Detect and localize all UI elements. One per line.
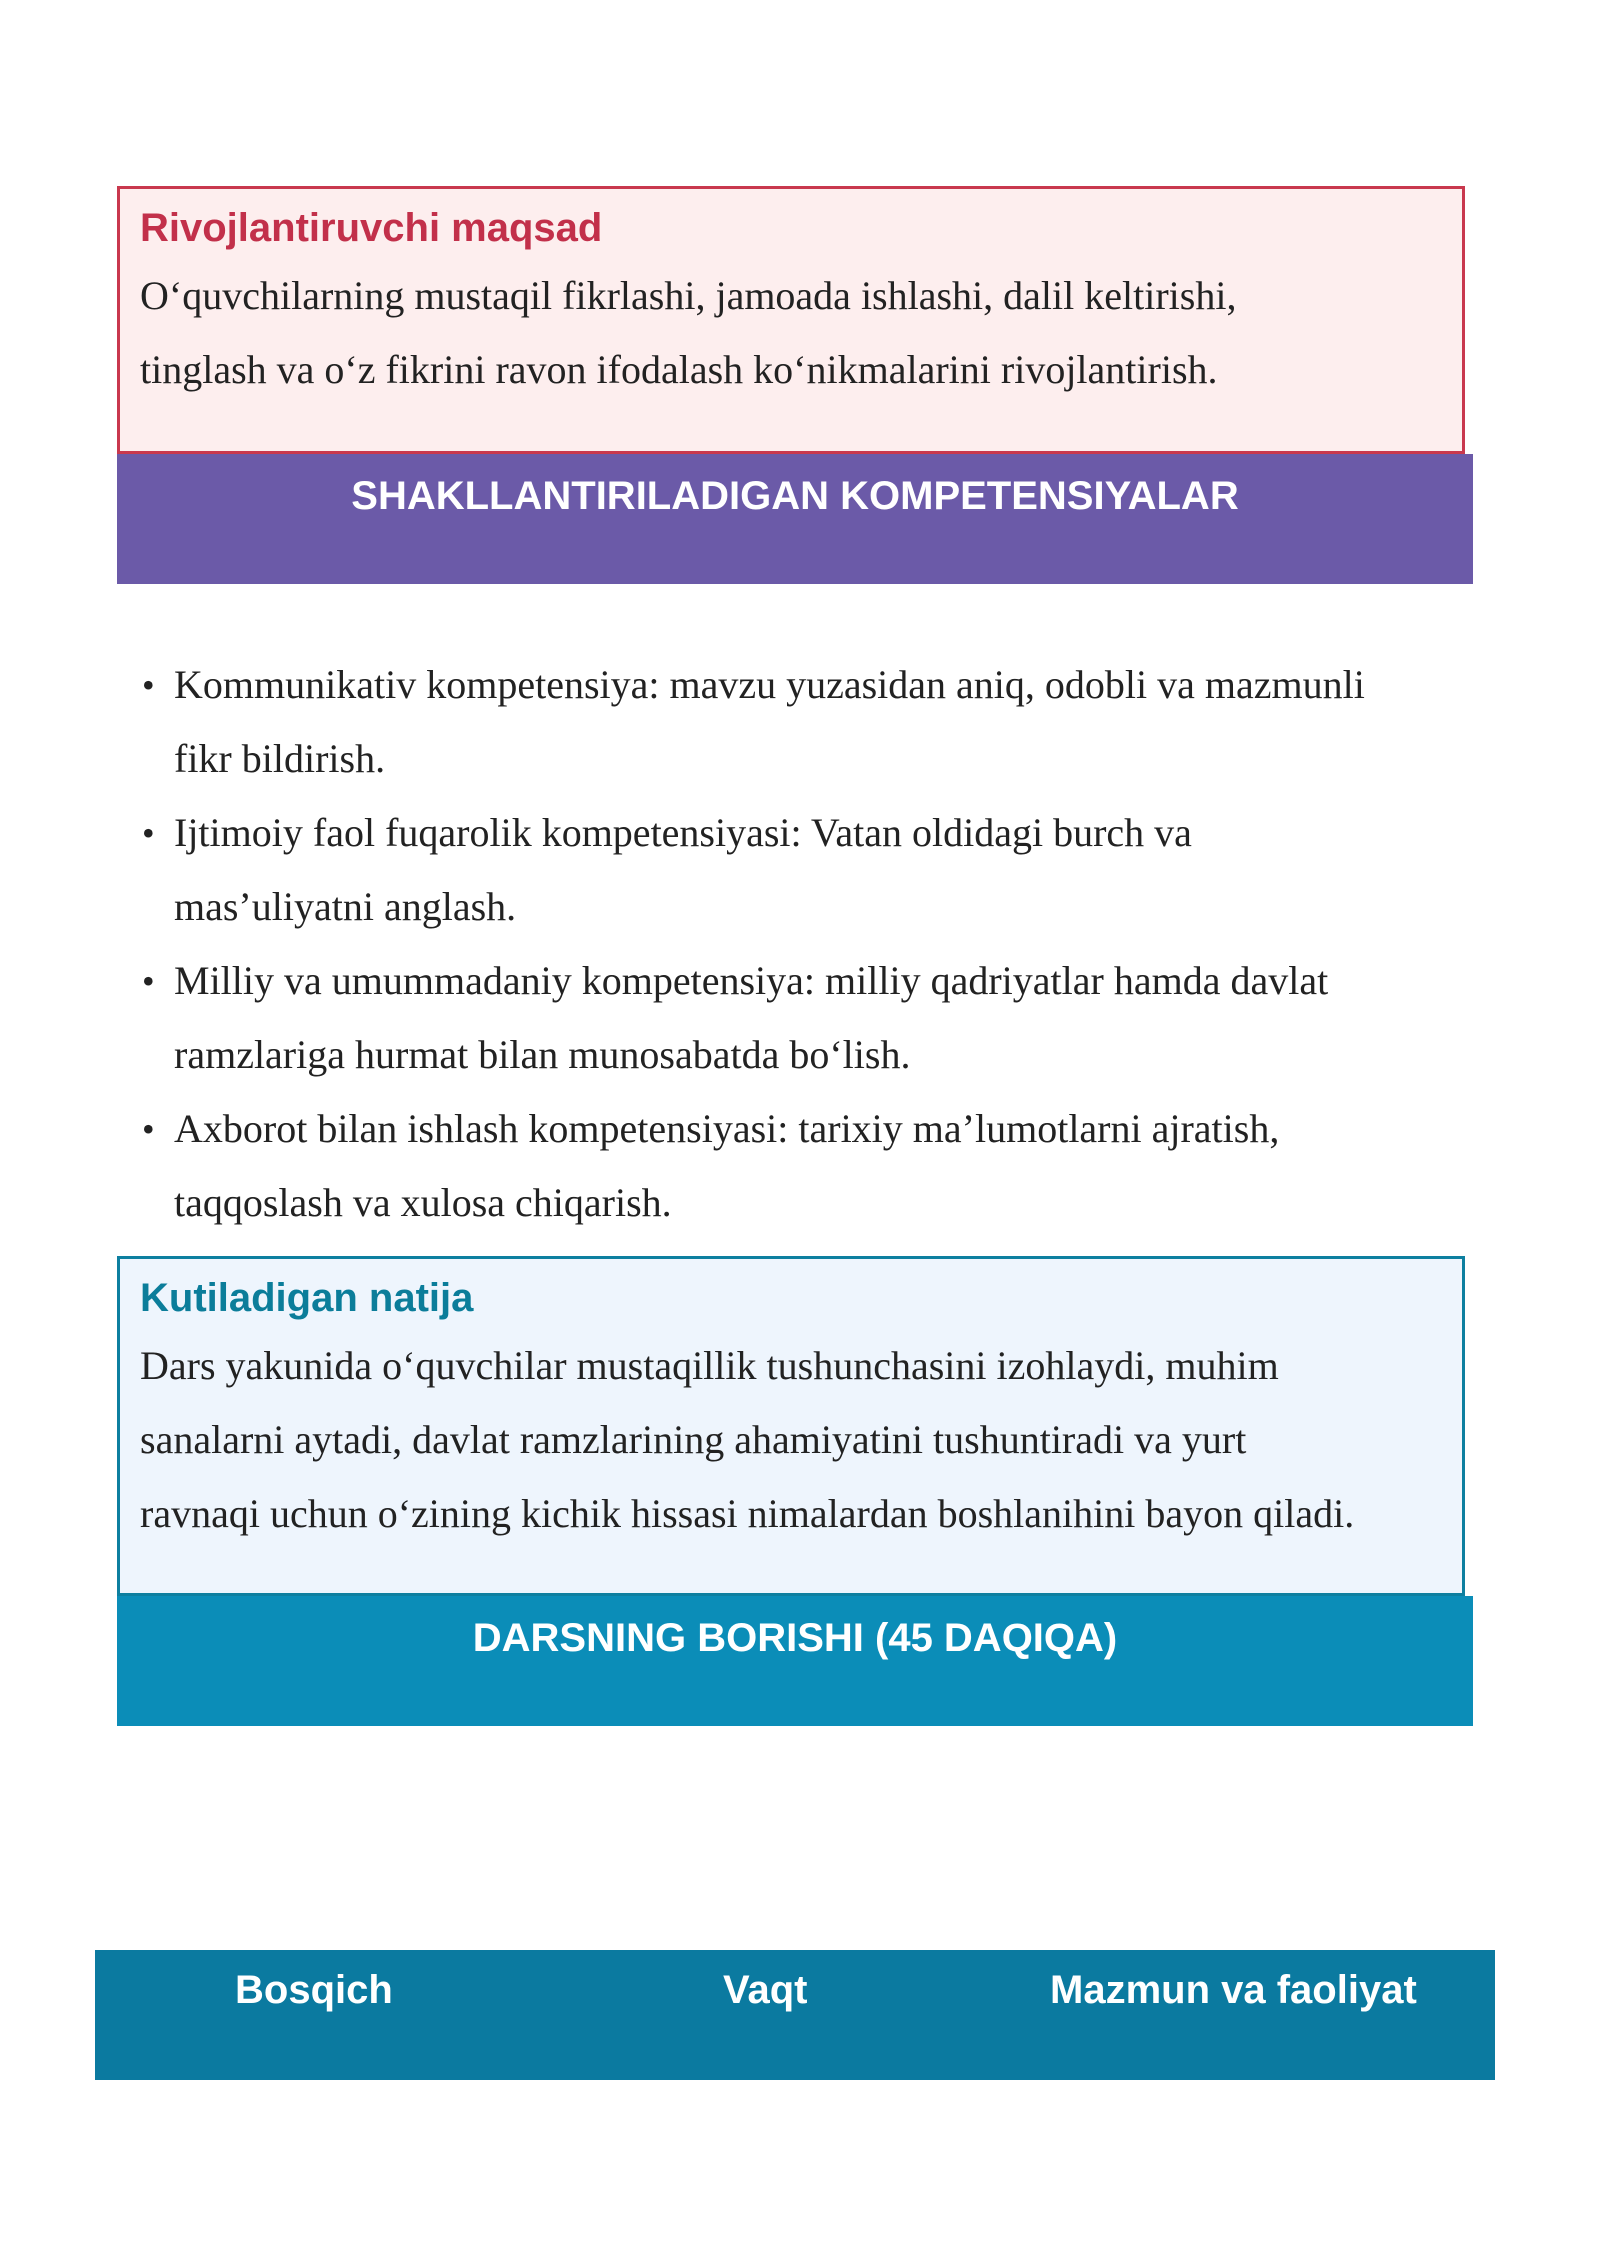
development-goal-heading: Rivojlantiruvchi maqsad (140, 206, 603, 250)
competency-text: mas’uliyatni anglash. (174, 884, 517, 929)
expected-result-box (117, 1256, 1465, 1596)
competency-text: Kommunikativ kompetensiya: mavzu yuzasidan aniq, odobli va mazmunli (174, 662, 1365, 707)
column-header-stage: Bosqich (235, 1968, 393, 2012)
competencies-list (142, 648, 1472, 1240)
competency-item (142, 1092, 1472, 1240)
bullet-icon: • (142, 1109, 155, 1149)
development-goal-line: O‘quvchilarning mustaqil fikrlashi, jamoada ishlashi, dalil keltirishi, (140, 273, 1237, 318)
competencies-banner (117, 454, 1473, 584)
competency-text: ramzlariga hurmat bilan munosabatda bo‘lish. (174, 1032, 911, 1077)
bullet-icon: • (142, 961, 155, 1001)
competencies-title: SHAKLLANTIRILADIGAN KOMPETENSIYALAR (351, 474, 1239, 518)
development-goal-box (117, 186, 1465, 454)
expected-result-heading: Kutiladigan natija (140, 1276, 474, 1320)
competency-item (142, 648, 1472, 796)
competency-item (142, 944, 1472, 1092)
competency-item (142, 796, 1472, 944)
expected-result-line: ravnaqi uchun o‘zining kichik hissasi nimalardan boshlanihini bayon qiladi. (140, 1491, 1355, 1536)
column-header-content: Mazmun va faoliyat (1050, 1968, 1417, 2012)
bullet-icon: • (142, 665, 155, 705)
competency-text: taqqoslash va xulosa chiqarish. (174, 1180, 672, 1225)
competency-text: Ijtimoiy faol fuqarolik kompetensiyasi: Vatan oldidagi burch va (174, 810, 1192, 855)
lesson-table-header (95, 1950, 1495, 2080)
bullet-icon: • (142, 813, 155, 853)
development-goal-line: tinglash va o‘z fikrini ravon ifodalash ko‘nikmalarini rivojlantirish. (140, 347, 1218, 392)
competency-text: Axborot bilan ishlash kompetensiyasi: tarixiy ma’lumotlarni ajratish, (174, 1106, 1280, 1151)
lesson-flow-title: DARSNING BORISHI (45 DAQIQA) (472, 1616, 1118, 1660)
expected-result-line: sanalarni aytadi, davlat ramzlarining ahamiyatini tushuntiradi va yurt (140, 1417, 1247, 1462)
column-header-time: Vaqt (723, 1968, 808, 2012)
expected-result-line: Dars yakunida o‘quvchilar mustaqillik tushunchasini izohlaydi, muhim (140, 1343, 1279, 1388)
competency-text: fikr bildirish. (174, 736, 386, 781)
competency-text: Milliy va umummadaniy kompetensiya: milliy qadriyatlar hamda davlat (174, 958, 1329, 1003)
lesson-flow-banner (117, 1596, 1473, 1726)
